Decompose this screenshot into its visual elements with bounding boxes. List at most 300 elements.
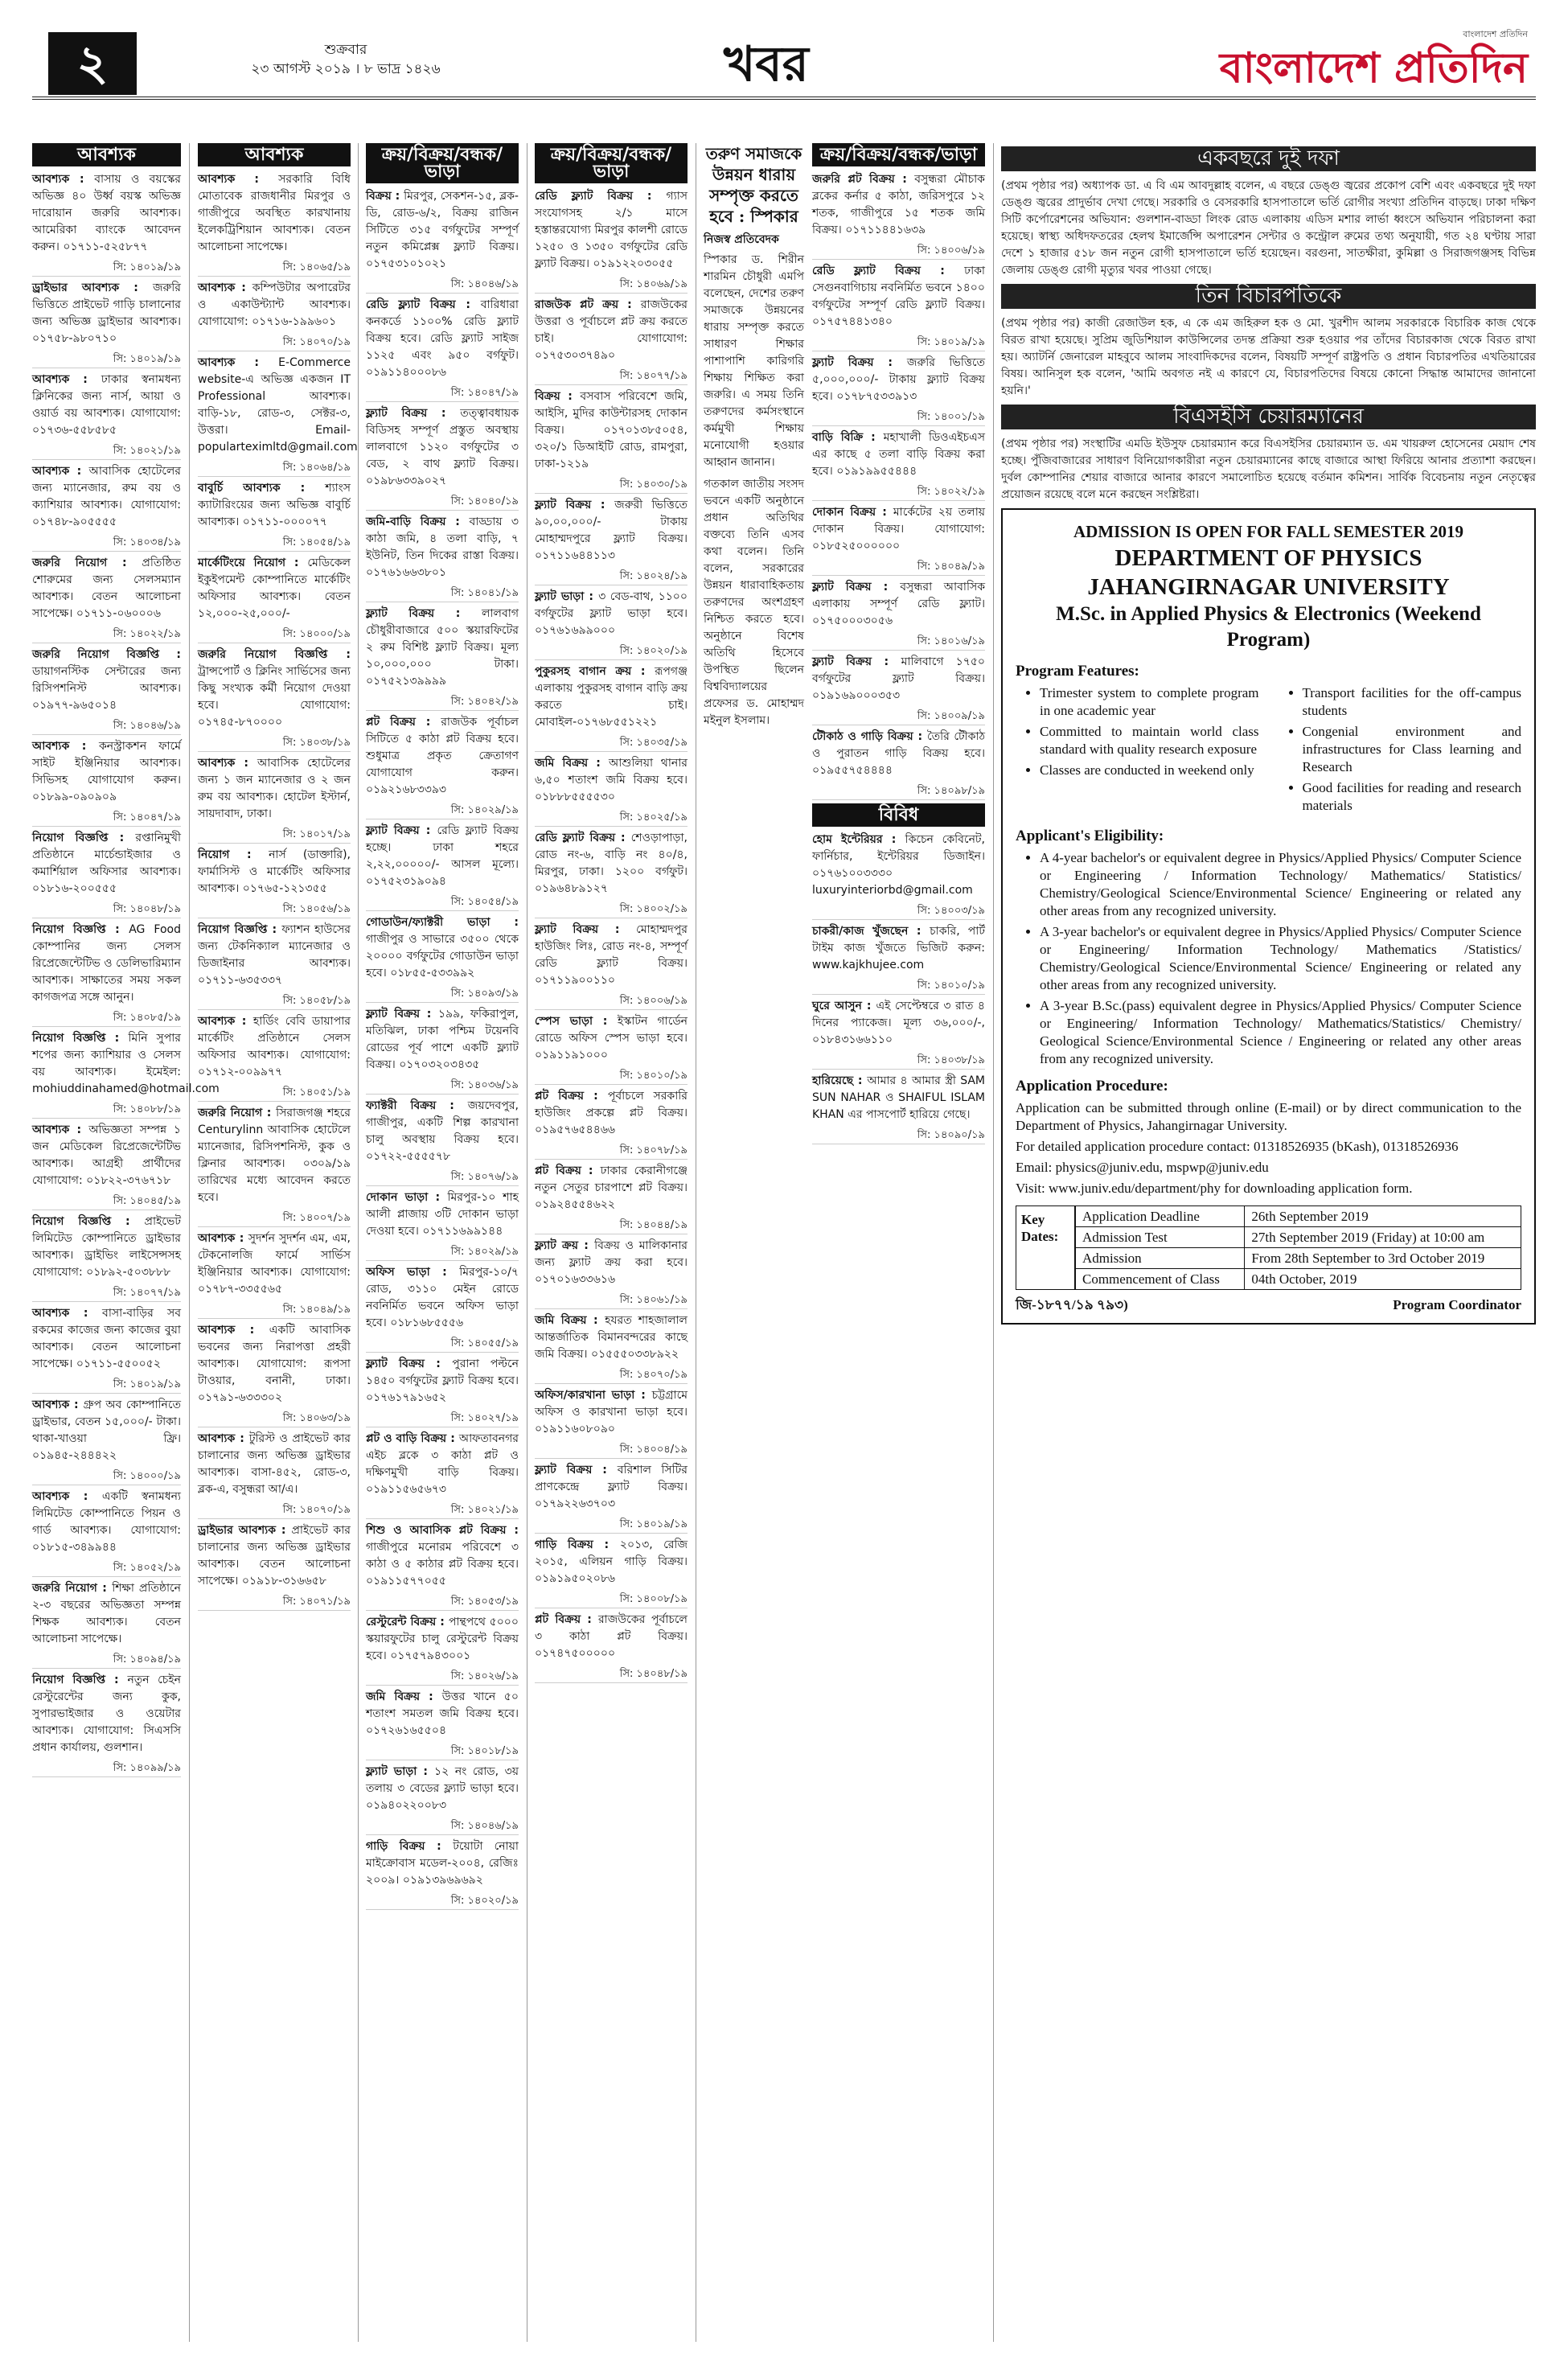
- ad-heading: জরুরি নিয়োগ বিজ্ঞপ্তি :: [198, 648, 351, 661]
- ad-text: চট্টগ্রামে অফিস ও কারখানা ভাড়া হবে। ০১৯১১৬০৮০৯০: [535, 1389, 688, 1435]
- ad-text: বাড্ডায় ৩ কাঠা জমি, ৪ তলা বাড়ি, ৭ ইউনিট, তিন দিকের রাস্তা বিক্রয়। ০১৭৬১৬৬৩৮০১: [366, 515, 519, 579]
- ad-reference: সি: ১৪০৪৮/১৯: [32, 901, 181, 918]
- ad-heading: জরুরি নিয়োগ :: [198, 1107, 277, 1119]
- ad-heading: ড্রাইভার আবশ্যক :: [198, 1524, 292, 1537]
- ad-text: প্রাইভেট কার চালানোর জন্য অভিজ্ঞ ড্রাইভার আবশ্যক। বেতন আলোচনা সাপেক্ষে। ০১৯১৮-৩১৬৬৫৮: [198, 1524, 351, 1587]
- ad-reference: সি: ১৪০০০/১৯: [198, 626, 351, 643]
- ad-heading: ফ্ল্যাট বিক্রয় :: [535, 1464, 618, 1477]
- ad-text: বরিশাল সিটির প্রাণকেন্দ্রে ফ্ল্যাট বিক্রয়। ০১৭৯২২৬৩৭০৩: [535, 1464, 688, 1510]
- ad-heading: আবশ্যক :: [198, 356, 279, 369]
- ad-heading: দোকান ভাড়া :: [366, 1191, 448, 1204]
- ad-heading: দোকান বিক্রয় :: [812, 506, 893, 519]
- classified-ad: [32, 922, 181, 1006]
- ad-reference: সি: ১৪০৪৬/১৯: [366, 276, 519, 294]
- classified-ad: [366, 1189, 519, 1240]
- ad-reference: সি: ১৪০৪৬/১৯: [366, 1817, 519, 1835]
- ad-heading: বিক্রয় :: [535, 390, 581, 403]
- ad-heading: অফিস ভাড়া :: [366, 1266, 460, 1279]
- ad-text: রাজউকের পূর্বাচলে ৩ কাঠা প্লট বিক্রয়। ০১৭৪৭৫০০০০০: [535, 1613, 688, 1660]
- ad-heading: হোম ইন্টেরিয়র :: [812, 833, 905, 846]
- ad-heading: জরুরি প্লট বিক্রয় :: [812, 173, 915, 186]
- ad-text: পান্থপথে ৫০০০ স্কয়ারফুটের চালু রেস্টুরেন্ট বিক্রয় হবে। ০১৭৫৭৯৪৩০০১: [366, 1616, 519, 1662]
- masthead: [32, 24, 1536, 100]
- ad-heading: ফ্ল্যাট বিক্রয় :: [535, 499, 615, 511]
- column-divider: [189, 143, 190, 2342]
- ad-heading: আবশ্যক :: [32, 465, 89, 478]
- ad-text: বিক্রয় ও মালিকানার জন্য ফ্ল্যাট ক্রয় করা হবে। ০১৭০১৬৩৩৬১৬: [535, 1239, 688, 1286]
- classified-ad: [812, 998, 985, 1049]
- procedure-text: Application can be submitted through online (E-mail) or by direct communication to the Department of Physics, Jahangirnagar University.: [1016, 1100, 1521, 1133]
- eligibility-title: Applicant's Eligibility:: [1016, 828, 1164, 844]
- ad-heading: নিয়োগ বিজ্ঞপ্তি :: [32, 1215, 145, 1228]
- ad-heading: আবশ্যক :: [198, 1432, 249, 1445]
- ad-heading: বিক্রয় :: [366, 190, 404, 203]
- ad-reference: সি: ১৪০৩৫/১৯: [535, 734, 688, 752]
- classified-ad: [535, 1238, 688, 1288]
- classified-ad: [32, 647, 181, 714]
- ad-reference: সি: ১৪০২২/১৯: [812, 483, 985, 501]
- features-title: Program Features:: [1016, 663, 1139, 680]
- ad-heading: রেডি ফ্ল্যাট বিক্রয় :: [366, 298, 481, 311]
- ad-heading: ফ্ল্যাট বিক্রয় :: [812, 356, 907, 369]
- ad-reference: সি: ১৪০৭১/১৯: [198, 1593, 351, 1611]
- ad-heading: নিয়োগ বিজ্ঞপ্তি :: [32, 1032, 129, 1045]
- table-row: [1076, 1227, 1521, 1248]
- classified-ad: [198, 555, 351, 622]
- ad-text: ডায়াগনস্টিক সেন্টারের জন্য রিসিপশনিস্ট আবশ্যক। ০১৯৭৭-৯৬৫০১৪: [32, 665, 181, 712]
- classified-ad: [32, 463, 181, 531]
- ad-text: ৩ বেড-বাথ, ১১০০ বর্গফুটের ফ্ল্যাট ভাড়া হবে। ০১৭৬১৬৯৯০০০: [535, 590, 688, 637]
- ad-heading: জমি বিক্রয় :: [366, 1690, 442, 1703]
- ad-reference: সি: ১৪০১৯/১৯: [32, 1376, 181, 1394]
- news-column: [1001, 143, 1536, 1325]
- classified-ad: [812, 1073, 985, 1123]
- features-left: [1016, 684, 1259, 818]
- category-header: ক্রয়/বিক্রয়/বন্ধক/ভাড়া: [812, 143, 985, 166]
- classified-ad: [366, 1431, 519, 1498]
- key-dates-label: Key Dates:: [1016, 1205, 1075, 1290]
- classified-column-5: [812, 143, 985, 1148]
- ad-heading: ফ্ল্যাট বিক্রয় :: [535, 923, 637, 936]
- key-date-label: Admission: [1076, 1248, 1245, 1269]
- classified-ad: [32, 555, 181, 622]
- story-text-bsec: (প্রথম পৃষ্ঠার পর) সংস্থাটির এমডি ইউসুফ চেয়ারম্যান করে বিএসইসির চেয়ারম্যান ড. এম খায়রুল হোসেনের মেয়াদ শেষ হচ্ছে। পুঁজিবাজারের সাধারণ বিনিয়োগকারীরা নতুন চেয়ারম্যানের কাছে বাজারে আস্থা ফিরিয়ে আনার প্রত্যাশা করছেন। দুর্বল কোম্পানির শেয়ার বাজারে আনার কারণে সমালোচিত হয়েছে বর্তমান কমিশন। সার্বিক বিবেচনায় নতুন নেতৃত্বের প্রয়োজন রয়েছে বলে মনে করছেন সংশ্লিষ্টরা।: [1001, 437, 1536, 501]
- classified-ad: [535, 755, 688, 806]
- newspaper-logo: [1220, 27, 1528, 94]
- ad-text: নতুন চেইন রেস্টুরেন্টের জন্য কুক, সুপারভাইজার ও ওয়েটার আবশ্যক। যোগাযোগ: সিএসসি প্রধান কার্যালয়, গুলশান।: [32, 1674, 181, 1754]
- ad-heading: জমি-বাড়ি বিক্রয় :: [366, 515, 470, 528]
- ad-heading: ফ্ল্যাট বিক্রয় :: [366, 1008, 438, 1021]
- classified-ad: [366, 188, 519, 273]
- ad-reference: সি: ১৪০২৯/১৯: [366, 802, 519, 819]
- ad-text: গাজীপুর ও সাভারে ৩৫০০ থেকে ২০০০০ বর্গফুটের গোডাউন ভাড়া হবে। ০১৮৫৫-৫৩৩৯৯২: [366, 933, 519, 980]
- admission-university: JAHANGIRNAGAR UNIVERSITY: [1087, 574, 1450, 600]
- ad-reference: সি: ১৪০৪৯/১৯: [198, 1301, 351, 1319]
- ad-heading: ফ্ল্যাট বিক্রয় :: [366, 1357, 453, 1370]
- ad-text: চাকরি, পার্ট টাইম কাজ খুঁজতে ভিজিট করুন: www.kajkhujee.com: [812, 925, 985, 971]
- ad-heading: ফ্যাক্টরী বিক্রয় :: [366, 1099, 468, 1112]
- classified-column-1: [32, 143, 220, 1780]
- ad-text: ১৯৯, ফকিরাপুল, মতিঝিল, ঢাকা পশ্চিম টয়েনবি রোডের পূর্ব পাশে একটি ফ্ল্যাট বিক্রয়। ০১৭০৩২০৩৪৩৫: [366, 1008, 519, 1071]
- ad-reference: সি: ১৪০৭০/১৯: [198, 334, 351, 351]
- story-byline: নিজস্ব প্রতিবেদক: [704, 233, 779, 246]
- ad-heading: রেডি ফ্ল্যাট বিক্রয় :: [535, 190, 667, 203]
- list-item: • Committed to maintain world class standard with quality research exposure: [1040, 723, 1259, 758]
- ad-text: তত্ত্বাবধায়ক বিডিসহ সম্পূর্ণ প্রস্তুত অবস্থায় লালবাগে ১১২০ বর্গফুটের ৩ বেড, ২ বাথ ফ্ল্যাট বিক্রয়। ০১৯৮৬৩৩৯০২৭: [366, 407, 519, 487]
- ad-heading: আবশ্যক :: [32, 1123, 89, 1136]
- ad-text: বসুন্ধরা আবাসিক এলাকায় সম্পূর্ণ রেডি ফ্ল্যাট। ০১৭৫০০০৩০৫৬: [812, 581, 985, 627]
- ad-text: একটি আবাসিক ভবনের জন্য নিরাপত্তা প্রহরী আবশ্যক। যোগাযোগ: রূপসা টাওয়ার, বনানী, ঢাকা। ০১৭৯১-৬৩৩৩০২: [198, 1324, 351, 1404]
- ad-reference: সি: ১৪০৪৭/১৯: [32, 809, 181, 827]
- ad-reference: সি: ১৪০৮৫/১৯: [32, 1009, 181, 1027]
- ad-heading: হারিয়েছে :: [812, 1074, 868, 1087]
- ad-text: বাসা-বাড়ির সব রকমের কাজের জন্য কাজের বুয়া আবশ্যক। বেতন আলোচনা সাপেক্ষে। ০১৭১১-৫৫০০৫২: [32, 1307, 181, 1370]
- ad-reference: সি: ১৪০৫৪/১৯: [198, 534, 351, 552]
- ad-text: আবাসিক হোটেলের জন্য ম্যানেজার, রুম বয় ও ক্যাশিয়ার আবশ্যক। যোগাযোগ: ০১৭৪৮-৯০৫৫৫৫: [32, 465, 181, 528]
- ad-text: একটি স্বনামধন্য লিমিটেড কোম্পানিতে পিয়ন ও গার্ড আবশ্যক। যোগাযোগ: ০১৮১৫-৩৪৯৯৪৪: [32, 1490, 181, 1554]
- ad-heading: জরুরি নিয়োগ বিজ্ঞপ্তি :: [32, 648, 181, 661]
- classified-ad: [32, 280, 181, 347]
- ad-reference: সি: ১৪০৪৭/১৯: [366, 384, 519, 402]
- classified-column-4: [535, 143, 688, 1686]
- classified-ad: [535, 1163, 688, 1214]
- ad-text: লালবাগ চৌধুরীবাজারে ৫০০ স্কয়ারফিটের ২ রুম বিশিষ্ট ফ্ল্যাট বিক্রয়। মূল্য ১০,০০০,০০০ টাকা। ০১৭৫২১৩৯৯৯৯: [366, 607, 519, 688]
- ad-text: উত্তর খানে ৫০ শতাংশ সমতল জমি বিক্রয় হবে। ০১৭২৬১৬৫৫০৪: [366, 1690, 519, 1737]
- logo-name: বাংলাদেশ প্রতিদিন: [1219, 43, 1528, 92]
- classified-ad: [366, 405, 519, 490]
- ad-reference: সি: ১৪০৯৮/১৯: [812, 782, 985, 800]
- ad-reference: সি: ১৪০১৯/১৯: [32, 351, 181, 368]
- ad-text: রেডি ফ্ল্যাট বিক্রয় হচ্ছে। ঢাকা শহরে ২,২২,০০০০০/- আসল মূল্যে। ০১৭৫২৩১৯০৯৪: [366, 824, 519, 888]
- ad-reference: সি: ১৪০৬৩/১৯: [198, 1410, 351, 1427]
- ad-text: কনস্ট্রাকশন ফার্মে সাইট ইঞ্জিনিয়ার আবশ্যক। সিভিসহ যোগাযোগ করুন। ০১৮৯৯-০৯০৯০৯: [32, 740, 181, 803]
- ad-reference: সি: ১৪০২২/১৯: [32, 626, 181, 643]
- classified-ad: [198, 1522, 351, 1590]
- classified-ad: [198, 480, 351, 531]
- ad-heading: প্লট ও বাড়ি বিক্রয় :: [366, 1432, 459, 1445]
- ad-text: নার্স (ডাক্তারি), ফার্মাসিস্ট ও মার্কেটিং অফিসার আবশ্যক। ০১৭৬৫-১২১৩৫৫: [198, 848, 351, 895]
- ad-reference: সি: ১৪০৬৪/১৯: [198, 459, 351, 477]
- ad-reference: সি: ১৪০৯৪/১৯: [32, 1651, 181, 1669]
- ad-reference: সি: ১৪০৪২/১৯: [366, 693, 519, 711]
- ad-reference: সি: ১৪০৬১/১৯: [535, 1292, 688, 1309]
- story-band-judges: তিন বিচারপতিকে: [1001, 284, 1536, 309]
- admission-line1: ADMISSION IS OPEN FOR FALL SEMESTER 2019: [1073, 522, 1464, 541]
- ad-text: সিরাজগঞ্জ শহরে Centurylinn আবাসিক হোটেলে ম্যানেজার, রিসিপশনিস্ট, কুক ও ক্লিনার আবশ্যক। ০৩০৯/১৯ তারিখের মধ্যে আবেদন করতে হবে।: [198, 1107, 351, 1204]
- ad-heading: ফ্ল্যাট ক্রয় :: [535, 1239, 595, 1252]
- ad-text: মহাখালী ডিওএইচএস এর কাছে ৫ তলা বাড়ি বিক্রয় করা হবে। ০১৯১৯৯৫৫৪৪৪: [812, 431, 985, 478]
- classified-ad: [366, 1006, 519, 1074]
- ad-reference: সি: ১৪০৫৬/১৯: [198, 901, 351, 918]
- list-item: • Congenial environment and infrastructures for Class learning and Research: [1303, 723, 1522, 776]
- ad-reference: সি: ১৪০৬৯/১৯: [535, 276, 688, 294]
- ad-text: ঢাকা সেগুনবাগিচায় নবনির্মিত ভবনে ১৪০০ বর্গফুটের সম্পূর্ণ রেডি ফ্ল্যাট বিক্রয়। ০১৭৫৭৪৪১৩৪০: [812, 265, 985, 328]
- ad-text: অভিজ্ঞতা সম্পন্ন ১ জন মেডিকেল রিপ্রেজেন্টেটিভ আবশ্যক। আগ্রহী প্রার্থীদের যোগাযোগ: ০১৮২২-৩৭৬৭১৮: [32, 1123, 181, 1187]
- ad-text: পূর্বাচলে সরকারি হাউজিং প্রকল্পে প্লট বিক্রয়। ০১৯৫৭৬৫৪৪৬৬: [535, 1090, 688, 1136]
- ad-text: বাসায় ও বয়স্কের অভিজ্ঞ ৪০ উর্ধ্ব বয়স্ক অভিজ্ঞ দারোয়ান জরুরি আবশ্যক। আমেরিকা ব্যাংকে আবেদন করুন। ০১৭১১-৫২৫৮৭৭: [32, 173, 181, 253]
- ad-text: জয়দেবপুর, গাজীপুর, একটি শিল্প কারখানা চালু অবস্থায় বিক্রয় হবে। ০১৭২২-৫৫৫৫৭৮: [366, 1099, 519, 1163]
- ad-heading: ফ্ল্যাট বিক্রয় :: [366, 607, 482, 620]
- ad-heading: ফ্ল্যাট বিক্রয় :: [366, 824, 437, 837]
- ad-text: বসুন্ধরা মৌচাক ব্লকের কর্নার ৫ কাঠা, জরিসপুরে ১২ শতক, গাজীপুরে ১৫ শতক জমি বিক্রয়। ০১৭১১৪৪১৬৩৯: [812, 173, 985, 236]
- ad-heading: পুকুরসহ বাগান ক্রয় :: [535, 665, 655, 678]
- ad-text: কিচেন কেবিনেট, ফার্নিচার, ইন্টেরিয়র ডিজাইন। ০১৭৬১০০৩৩৩০ luxuryinteriorbd@gmail.com: [812, 833, 985, 897]
- procedure-text: For detailed application procedure contact: 01318526935 (bKash), 01318526936: [1016, 1139, 1459, 1154]
- admission-footer: [1016, 1296, 1521, 1313]
- classified-ad: [812, 504, 985, 555]
- ad-heading: ফ্ল্যাট বিক্রয় :: [812, 581, 901, 594]
- ad-heading: ফ্ল্যাট ভাড়া :: [366, 1765, 435, 1778]
- ad-text: মেডিকেল ইকুইপমেন্ট কোম্পানিতে মার্কেটিং অফিসার আবশ্যক। বেতন ১২,০০০-২৫,০০০/-: [198, 557, 351, 620]
- ad-reference: সি: ১৪০৪০/১৯: [366, 493, 519, 511]
- key-date-label: Commencement of Class: [1076, 1269, 1245, 1290]
- ad-reference: সি: ১৪০১৯/১৯: [32, 259, 181, 277]
- column-divider: [993, 143, 994, 2342]
- classified-ad: [812, 171, 985, 239]
- ad-heading: গাড়ি বিক্রয় :: [535, 1538, 620, 1551]
- ad-heading: আবশ্যক :: [198, 1232, 248, 1245]
- ad-text: এই সেপ্টেম্বরে ৩ রাত ৪ দিনের প্যাকেজ। মূল্য ৩৬,০০০/-, ০১৮৪৩১৬৬১১০: [812, 1000, 985, 1046]
- ad-heading: আবশ্যক :: [32, 373, 101, 386]
- classified-ad: [535, 1312, 688, 1363]
- ad-text: E-Commerce website-এ অভিজ্ঞ একজন IT Professional আবশ্যক। বাড়ি-১৮, রোড-৩, সেক্টর-৩, উত্তরা। Email-popularteximltd@gmail.com: [198, 356, 358, 454]
- ad-text: শিক্ষা প্রতিষ্ঠানে ২-৩ বছরের অভিজ্ঞতা সম্পন্ন শিক্ষক আবশ্যক। বেতন আলোচনা সাপেক্ষে।: [32, 1582, 181, 1645]
- story-headline: তরুণ সমাজকে উন্নয়ন ধারায় সম্পৃক্ত করতে হবে : স্পিকার: [705, 144, 802, 226]
- classified-ad: [198, 280, 351, 331]
- ad-heading: প্লট বিক্রয় :: [535, 1613, 598, 1626]
- list-item: • A 3-year bachelor's or equivalent degree in Physics/Applied Physics/ Computer Science or Engineering/ Information Technology/ Mathematics /Statistics/ Chemistry/Geological Science/Environmental Science/ Engineering or related any other areas from any recognized university.: [1040, 923, 1521, 994]
- ad-reference: সি: ১৪০১৬/১৯: [812, 633, 985, 651]
- category-header-misc: বিবিধ: [812, 803, 985, 827]
- ad-heading: আবশ্যক :: [198, 281, 252, 294]
- ad-reference: সি: ১৪০৫১/১৯: [198, 1084, 351, 1102]
- classified-ad: [535, 1612, 688, 1662]
- ad-text: মিরপুর, সেকশন-১৫, ব্লক-ডি, রোড-৬/২, বিক্রয় রাজিন সিটিতে ৩১৫ বর্গফুটের সম্পূর্ণ নতুন কমিপ্লেক্স ফ্ল্যাট বিক্রয়। ০১৭৫৩১০১০২১: [366, 190, 519, 270]
- ad-reference: সি: ১৪০৯৩/১৯: [366, 985, 519, 1003]
- ad-reference: সি: ১৪০৩০/১৯: [535, 476, 688, 494]
- ad-heading: প্লট বিক্রয় :: [535, 1164, 601, 1177]
- ad-reference: সি: ১৪০১৯/১৯: [812, 334, 985, 351]
- list-item: • Good facilities for reading and research materials: [1303, 779, 1522, 815]
- ad-heading: নিয়োগ বিজ্ঞপ্তি :: [32, 1674, 128, 1686]
- classified-ad: [32, 1305, 181, 1373]
- ad-text: সুদর্শন সুদর্শন এম, এম, টেকনোলজি ফার্মে সার্ভিস ইঞ্জিনিয়ার আবশ্যক। যোগাযোগ: ০১৭৮৭-৩৩৫৫৬৫: [198, 1232, 351, 1296]
- classified-ad: [32, 1672, 181, 1756]
- ad-heading: ফ্ল্যাট বিক্রয় :: [812, 655, 901, 668]
- classified-ad: [812, 355, 985, 405]
- story-text-judges: (প্রথম পৃষ্ঠার পর) কাজী রেজাউল হক, এ কে এম জহিরুল হক ও মো. খুরশীদ আলম সরকারকে বিচারিক কাজ থেকে বিরত রাখা হয়েছে। সুপ্রিম জুডিশিয়াল কাউন্সিলের তদন্ত প্রক্রিয়া শুরু হওয়ার পর তাঁদের বিচারকাজ থেকে বিরত রাখা হয়। অ্যাটর্নি জেনারেল মাহবুবে আলম সাংবাদিকদের বলেন, বিষয়টি সম্পূর্ণ রাষ্ট্রপতি ও প্রধান বিচারপতির এখতিয়ারের বিষয়। আনিসুল হক বলেন, 'আমি অবগত নই এ কারণে যে, বিচারপতিদের বিষয়ে কোনো সিদ্ধান্ত আমাদের জানানো হয়নি।': [1001, 317, 1536, 397]
- ad-text: প্রতিষ্ঠিত শোরুমের জন্য সেলসম্যান আবশ্যক। বেতন আলোচনা সাপেক্ষে। ০১৭১১-০৬০০০৬: [32, 557, 181, 620]
- ad-reference: সি: ১৪০৪৯/১৯: [812, 558, 985, 576]
- issue-date-text: ২৩ আগস্ট ২০১৯ । ৮ ভাদ্র ১৪২৬: [251, 61, 441, 77]
- ad-reference: সি: ১৪০০৩/১৯: [812, 902, 985, 920]
- ad-text: মিনি সুপার শপের জন্য ক্যাশিয়ার ও সেলস বয় আবশ্যক। ইমেইল: mohiuddinahamed@hotmail.com: [32, 1032, 220, 1095]
- ad-heading: গাড়ি বিক্রয় :: [366, 1840, 454, 1853]
- classified-ad: [535, 589, 688, 639]
- ad-text: আশুলিয়া থানার ৬,৫০ শতাংশ জমি বিক্রয় হবে। ০১৮৮৮৫৫৫৫৩০: [535, 757, 688, 803]
- ad-text: রাজউক পূর্বাচল সিটিতে ৫ কাঠা প্লট বিক্রয় হবে। শুধুমাত্র প্রকৃত ক্রেতাগণ যোগাযোগ করুন। ০১৯২১৬৮৩৩৯৩: [366, 716, 519, 796]
- classified-ad: [32, 1214, 181, 1281]
- ad-text: মালিবাগে ১৭৫০ বর্গফুটের ফ্ল্যাট বিক্রয়। ০১৯১৬৯০০০৩৫৩: [812, 655, 986, 702]
- classified-ad: [366, 606, 519, 690]
- ad-text: আফতাবনগর এইচ ব্লকে ৩ কাঠা প্লট ও দক্ষিণমুখী বাড়ি বিক্রয়। ০১৯১১৫৬৫৬৭৩: [366, 1432, 519, 1496]
- ad-list: [535, 188, 688, 1683]
- ad-reference: সি: ১৪০০৬/১৯: [535, 992, 688, 1010]
- ad-list: [812, 171, 985, 800]
- story-speaker: [704, 143, 804, 734]
- ad-reference: সি: ১৪০৭৬/১৯: [366, 1169, 519, 1186]
- story-band-dengue: একবছরে দুই দফা: [1001, 146, 1536, 171]
- ad-reference: সি: ১৪০০৯/১৯: [812, 708, 985, 725]
- ad-heading: বাড়ি বিক্রি :: [812, 431, 884, 444]
- list-item: • Transport facilities for the off-campus students: [1303, 684, 1522, 720]
- classified-ad: [366, 914, 519, 982]
- ad-reference: সি: ১৪০০১/১৯: [812, 409, 985, 426]
- classified-ad: [366, 1098, 519, 1165]
- ad-text: সরকারি বিধি মোতাবেক রাজধানীর মিরপুর ও গাজীপুরে অবস্থিত কারখানায় ইলেকট্রিশিয়ান আবশ্যক। বেতন আলোচনা সাপেক্ষে।: [198, 173, 351, 253]
- list-item: • Classes are conducted in weekend only: [1040, 762, 1259, 779]
- ad-reference: সি: ১৪০৪৫/১৯: [32, 1193, 181, 1210]
- classified-ad: [32, 171, 181, 256]
- ad-reference: জি-১৮৭৭/১৯ ৭৯৩): [1016, 1297, 1128, 1312]
- classified-ad: [535, 830, 688, 897]
- ad-heading: প্লট বিক্রয় :: [535, 1090, 608, 1103]
- ad-heading: মার্কেটিংয়ে নিয়োগ :: [198, 557, 308, 569]
- classified-ad: [198, 355, 358, 456]
- ad-text: আবাসিক হোটেলের জন্য ১ জন ম্যানেজার ও ২ জন রুম বয় আবশ্যক। হোটেল ইস্টার্ন, সায়দাবাদ, ঢাকা।: [198, 757, 351, 820]
- classified-ad: [366, 1838, 519, 1889]
- issue-date: [241, 40, 450, 79]
- ad-heading: শিশু ও আবাসিক প্লট বিক্রয় :: [366, 1524, 519, 1537]
- ad-reference: সি: ১৪০২৯/১৯: [366, 1243, 519, 1261]
- classified-ad: [535, 388, 688, 473]
- category-header: আবশ্যক: [32, 143, 181, 166]
- ad-reference: সি: ১৪০৭৮/১৯: [535, 1142, 688, 1160]
- admission-advert: [1001, 508, 1536, 1325]
- admission-department: DEPARTMENT OF PHYSICS: [1114, 545, 1422, 571]
- classified-ad: [366, 1614, 519, 1665]
- ad-list: [198, 171, 358, 1611]
- ad-text: শেওড়াপাড়া, রোড নং-৬, বাড়ি নং ৪০/৪, মিরপুর, ঢাকা। ১২০০ বর্গফুট। ০১৯৬৪৮৯১২৭: [535, 832, 688, 895]
- ad-heading: আবশ্যক :: [198, 757, 258, 770]
- classified-ad: [32, 1489, 181, 1556]
- classified-ad: [366, 1522, 519, 1590]
- ad-text: ট্রান্সপোর্ট ও ক্লিনিং সার্ভিসের জন্য কিছু সংখ্যক কর্মী নিয়োগ দেওয়া হবে। যোগাযোগ: ০১৭৪৫-৮৭০০০০: [198, 665, 351, 729]
- ad-text: গ্যাস সংযোগসহ ২/১ মাসে হস্তান্তরযোগ্য মিরপুর কালশী রোডে ১২৫০ ও ১৩৫০ বর্গফুটের রেডি ফ্ল্যাট বিক্রয়। ০১৯১২২০৩০৫৫: [535, 190, 688, 270]
- ad-text: প্রাইভেট লিমিটেড কোম্পানিতে ড্রাইভার আবশ্যক। ড্রাইভিং লাইসেন্সসহ যোগাযোগ: ০১৮৯২-৫০৩৮৮৮: [32, 1215, 181, 1279]
- ad-heading: আবশ্যক :: [32, 1307, 103, 1320]
- ad-text: মোহাম্মদপুর হাউজিং লিঃ, রোড নং-৪, সম্পূর্ণ রেডি ফ্ল্যাট বিক্রয়। ০১৭১১৯০০১১০: [535, 923, 688, 987]
- ad-heading: ফ্ল্যাট বিক্রয় :: [366, 407, 461, 420]
- procedure-text: Email: physics@juniv.edu, mspwp@juniv.edu: [1016, 1160, 1269, 1175]
- ad-heading: জরুরি নিয়োগ :: [32, 557, 142, 569]
- classified-ad: [535, 497, 688, 565]
- ad-reference: সি: ১৪০০৮/১৯: [535, 1591, 688, 1608]
- ad-reference: সি: ১৪০৩৪/১৯: [32, 534, 181, 552]
- ad-reference: সি: ১৪০৫৩/১৯: [366, 1593, 519, 1611]
- ad-list: [366, 188, 519, 1910]
- ad-heading: অফিস/কারখানা ভাড়া :: [535, 1389, 652, 1402]
- ad-heading: আবশ্যক :: [198, 1324, 269, 1337]
- classified-ad: [198, 1431, 351, 1498]
- ad-reference: সি: ১৪০৭৭/১৯: [32, 1284, 181, 1302]
- key-date-label: Application Deadline: [1076, 1206, 1245, 1227]
- ad-heading: নিয়োগ বিজ্ঞপ্তি :: [32, 923, 129, 936]
- classified-ad: [366, 1264, 519, 1332]
- classified-ad: [198, 1230, 351, 1298]
- ad-reference: সি: ১৪০৪৪/১৯: [535, 1217, 688, 1234]
- ad-text: পুরানা পল্টনে ১৪৫০ বর্গফুটের ফ্ল্যাট বিক্রয় হবে। ০১৭৬১৭৯১৬৫২: [366, 1357, 519, 1404]
- ad-reference: সি: ১৪০১৮/১৯: [366, 1743, 519, 1760]
- ad-heading: আবশ্যক :: [32, 740, 99, 753]
- ad-text: টুরিস্ট ও প্রাইভেট কার চালানোর জন্য অভিজ্ঞ ড্রাইভার আবশ্যক। বাসা-৪৫২, রোড-৩, ব্লক-এ, বসুন্ধরা আ/এ।: [198, 1432, 351, 1496]
- category-header: আবশ্যক: [198, 143, 351, 166]
- ad-text: মিরপুর-১০ শাহ আলী প্লাজায় ৩টি দোকান ভাড়া দেওয়া হবে। ০১৭১১৬৯৯১৪৪: [366, 1191, 519, 1238]
- ad-heading: রেস্টুরেন্ট বিক্রয় :: [366, 1616, 449, 1629]
- ad-text: আমার ৪ আমার স্ত্রী SAM SUN NAHAR ও SHAIFUL ISLAM KHAN এর পাসপোর্ট হারিয়ে গেছে।: [812, 1074, 985, 1121]
- procedure-title: Application Procedure:: [1016, 1078, 1168, 1095]
- ad-heading: জরুরি নিয়োগ :: [32, 1582, 113, 1595]
- classified-ad: [198, 922, 351, 989]
- classified-ad: [32, 1030, 220, 1098]
- ad-text: ঢাকার স্বনামধন্য ক্লিনিকের জন্য নার্স, আয়া ও ওয়ার্ড বয় আবশ্যক। যোগাযোগ: ০১৭৩৬-৫৫৮৫৮৫: [32, 373, 181, 437]
- classified-ad: [198, 1105, 351, 1206]
- ad-heading: রেডি ফ্ল্যাট বিক্রয় :: [535, 832, 631, 844]
- ad-text: মার্কেটের ২য় তলায় দোকান বিক্রয়। যোগাযোগ: ০১৮৫২৫০০০০০০: [812, 506, 985, 552]
- ad-text: জরুরী ভিত্তিতে ৯০,০০,০০০/- টাকায় মোহাম্মদপুরে ফ্ল্যাট বিক্রয়। ০১৭১১৬৪৪১১৩: [535, 499, 688, 562]
- classified-column-2: [198, 143, 358, 1614]
- logo-tagline: বাংলাদেশ প্রতিদিন: [1463, 29, 1528, 39]
- ad-list: [32, 171, 220, 1777]
- classified-ad: [812, 579, 985, 630]
- ad-heading: বাবুর্চি আবশ্যক :: [198, 482, 326, 495]
- procedure-text: Visit: www.juniv.edu/department/phy for downloading application form.: [1016, 1181, 1413, 1196]
- ad-reference: সি: ১৪০১০/১৯: [812, 977, 985, 995]
- ad-reference: সি: ১৪০০০/১৯: [32, 1468, 181, 1485]
- classified-ad: [812, 654, 985, 704]
- table-row: [1076, 1269, 1521, 1290]
- classified-ad: [535, 663, 688, 731]
- ad-reference: সি: ১৪০১৭/১৯: [198, 826, 351, 844]
- classified-ad: [198, 647, 351, 731]
- key-date-value: 27th September 2019 (Friday) at 10:00 am: [1245, 1227, 1521, 1248]
- list-item: • A 3-year B.Sc.(pass) equivalent degree in Physics/Applied Physics/ Computer Science or Engineering/ Information Technology/ Mathematics/Statistics/ Chemistry/ Geological Science/Environmental Science / Engineering or related any other areas from any recognized university.: [1040, 997, 1521, 1068]
- ad-text: বারিধারা কনকর্ডে ১১০০% রেডি ফ্ল্যাট বিক্রয় হবে। রেডি ফ্ল্যাট সাইজ ১১২৫ এবং ৯৫০ বর্গফুট। ০১৯১১৪০০০৮৬: [366, 298, 519, 379]
- ad-reference: সি: ১৪০০৪/১৯: [535, 1441, 688, 1459]
- classified-ad: [535, 1387, 688, 1438]
- ad-list: [812, 832, 985, 1144]
- classified-column-3: [366, 143, 519, 1913]
- classified-ad: [535, 1088, 688, 1139]
- ad-heading: আবশ্যক :: [198, 173, 279, 186]
- ad-heading: প্লট বিক্রয় :: [366, 716, 441, 729]
- classified-ad: [535, 1462, 688, 1513]
- section-title: খবর: [724, 36, 809, 92]
- ad-text: জরুরি ভিত্তিতে প্রাইভেট গাড়ি চালানোর জন্য অভিজ্ঞ ড্রাইভার আবশ্যক। ০১৭৫৮-৯৮০৭১০: [32, 281, 181, 345]
- ad-text: ফ্যাশন হাউসের জন্য টেকনিক্যাল ম্যানেজার ও ডিজাইনার আবশ্যক। ০১৭১১-৬৩৫৩৩৭: [198, 923, 351, 987]
- ad-text: ২০১৩, রেজি ২০১৫, এলিয়ন গাড়ি বিক্রয়। ০১৯১৯৫০২০৮৬: [535, 1538, 688, 1585]
- issue-day: শুক্রবার: [324, 42, 367, 58]
- classified-ad: [32, 1397, 181, 1464]
- table-row: [1076, 1206, 1521, 1227]
- classified-ad: [198, 1013, 351, 1081]
- classified-ad: [812, 832, 985, 899]
- story-paragraph: স্পিকার ড. শিরীন শারমিন চৌধুরী এমপি বলেছেন, দেশের তরুণ সমাজকে উন্নয়নের ধারায় সম্পৃক্ত করতে সাধারণ শিক্ষার পাশাপাশি কারিগরি শিক্ষায় শিক্ষিত করা জরুরি। এ সময় তিনি তরুণদের কর্মসংস্থানে কর্মমুখী শিক্ষায় মনোযোগী হওয়ার আহ্বান জানান।: [704, 253, 804, 469]
- ad-text: জরুরি ভিত্তিতে ৫,০০০,০০০/- টাকায় ফ্ল্যাট বিক্রয় হবে। ০১৭৮৭৫৩৩৯১৩: [812, 356, 985, 403]
- ad-reference: সি: ১৪০১৯/১৯: [535, 1516, 688, 1534]
- ad-heading: আবশ্যক :: [32, 1490, 102, 1503]
- ad-reference: সি: ১৪০৫৪/১৯: [366, 893, 519, 911]
